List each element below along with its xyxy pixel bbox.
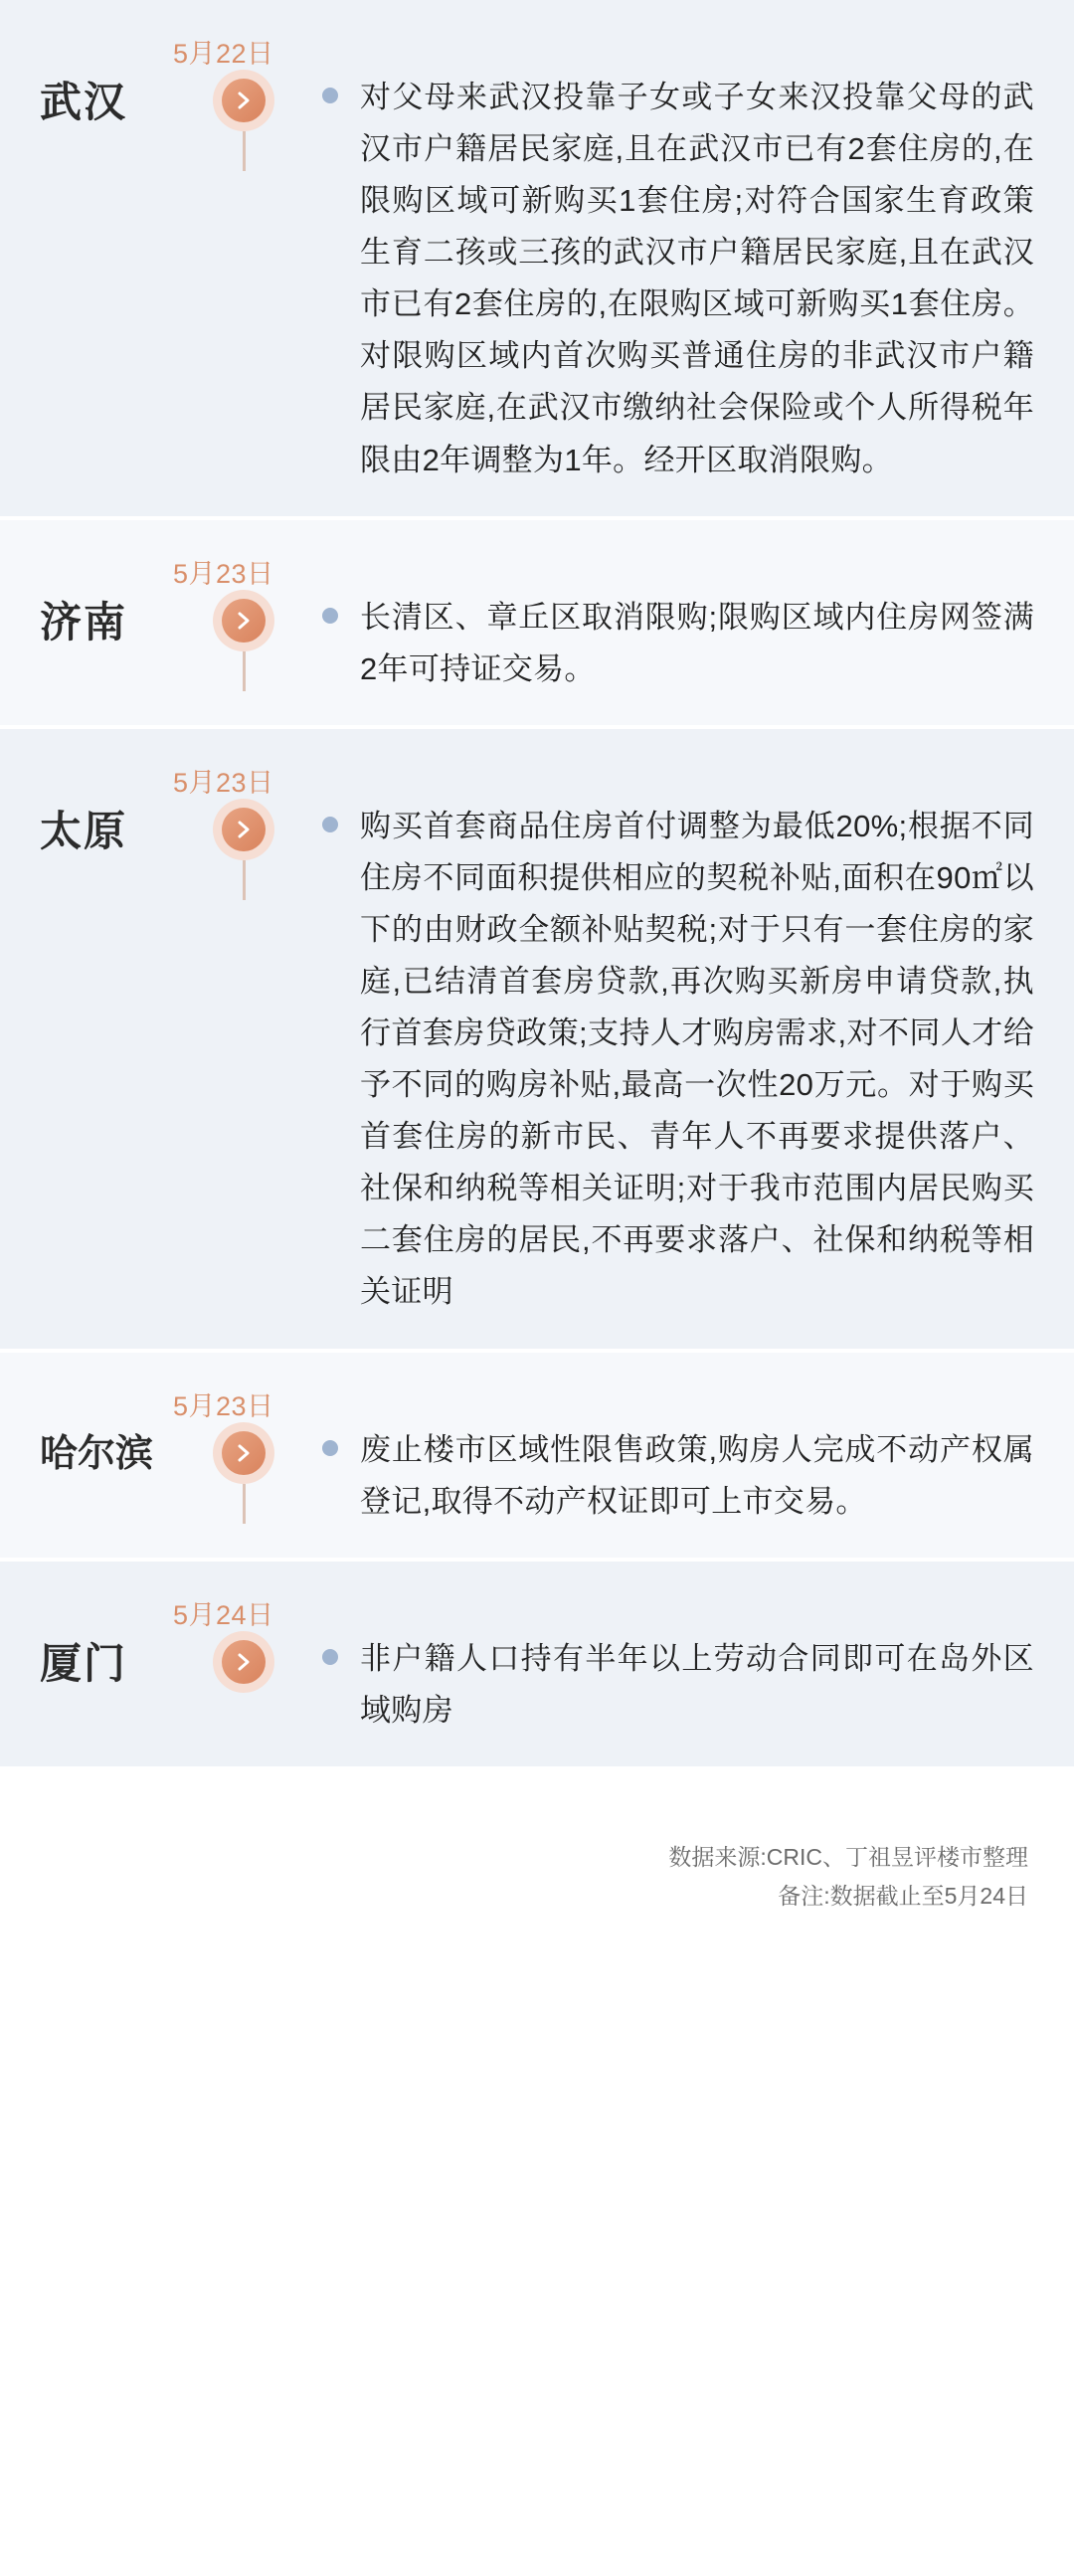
- timeline-row: [0, 0, 1074, 520]
- timeline-marker: [213, 70, 274, 131]
- entry-text: 长清区、章丘区取消限购;限购区域内住房网签满2年可持证交易。: [360, 599, 1034, 686]
- timeline-row-left: [34, 1589, 322, 1699]
- timeline-row: [0, 1353, 1074, 1562]
- chevron-right-icon: [222, 599, 266, 643]
- entry-text: 非户籍人口持有半年以上劳动合同即可在岛外区域购房: [360, 1640, 1034, 1728]
- chevron-right-icon: [222, 79, 266, 122]
- timeline-row-right: [322, 1589, 1034, 1737]
- entry-date: 5月23日: [173, 558, 274, 589]
- bullet-icon: [322, 88, 338, 103]
- timeline-row: [0, 520, 1074, 729]
- chevron-right-icon: [222, 1640, 266, 1684]
- timeline-row-left: [34, 548, 322, 657]
- entry-city: 太原: [40, 807, 128, 854]
- entry-date: 5月23日: [173, 767, 274, 798]
- timeline-connector: [243, 131, 246, 171]
- timeline-row: [0, 729, 1074, 1353]
- timeline-connector: [243, 651, 246, 691]
- entry-date: 5月22日: [173, 39, 274, 69]
- timeline-marker: [213, 1631, 274, 1693]
- timeline-row-left: [34, 757, 322, 866]
- chevron-right-icon: [222, 808, 266, 851]
- timeline-connector: [243, 860, 246, 900]
- entry-date: 5月24日: [173, 1599, 274, 1630]
- bullet-icon: [322, 817, 338, 832]
- entry-text: 对父母来武汉投靠子女或子女来汉投靠父母的武汉市户籍居民家庭,且在武汉市已有2套住房的,在限购区域可新购买1套住房;对符合国家生育政策生育二孩或三孩的武汉市户籍居民家庭,且在武汉市已有2套住房的,在限购区域可新购买1套住房。对限购区域内首次购买普通住房的非武汉市户籍居民家庭,在武汉市缴纳社会保险或个人所得税年限由2年调整为1年。经开区取消限购。: [360, 80, 1034, 477]
- entry-text: 废止楼市区域性限售政策,购房人完成不动产权属登记,取得不动产权证即可上市交易。: [360, 1431, 1034, 1519]
- timeline-row-right: [322, 757, 1034, 1319]
- timeline-marker: [213, 1422, 274, 1484]
- bullet-icon: [322, 1440, 338, 1456]
- timeline-row-right: [322, 1380, 1034, 1528]
- timeline-row: [0, 1562, 1074, 1770]
- entry-city: 济南: [40, 598, 128, 645]
- entry-city: 哈尔滨: [40, 1432, 154, 1475]
- bottom-spacer: [0, 1770, 1074, 1808]
- footer: [0, 1808, 1074, 1941]
- timeline-row-left: [34, 28, 322, 137]
- footer-source: 数据来源:CRIC、丁祖昱评楼市整理: [668, 1843, 1028, 1870]
- timeline-row-left: [34, 1380, 322, 1490]
- bullet-icon: [322, 1649, 338, 1665]
- chevron-right-icon: [222, 1431, 266, 1475]
- entry-date: 5月23日: [173, 1390, 274, 1421]
- timeline-row-right: [322, 28, 1034, 486]
- timeline-marker: [213, 590, 274, 651]
- footer-note: 备注:数据截止至5月24日: [778, 1882, 1028, 1909]
- entry-text: 购买首套商品住房首付调整为最低20%;根据不同住房不同面积提供相应的契税补贴,面积在90㎡以下的由财政全额补贴契税;对于只有一套住房的家庭,已结清首套房贷款,再次购买新房申请贷款,执行首套房贷政策;支持人才购房需求,对不同人才给予不同的购房补贴,最高一次性20万元。对于购买首套住房的新市民、青年人不再要求提供落户、社保和纳税等相关证明;对于我市范围内居民购买二套住房的居民,不再要求落户、社保和纳税等相关证明: [360, 808, 1034, 1310]
- timeline-marker: [213, 799, 274, 860]
- bullet-icon: [322, 608, 338, 624]
- timeline-connector: [243, 1484, 246, 1524]
- entry-city: 武汉: [40, 79, 128, 125]
- entry-city: 厦门: [40, 1639, 128, 1687]
- timeline-row-right: [322, 548, 1034, 695]
